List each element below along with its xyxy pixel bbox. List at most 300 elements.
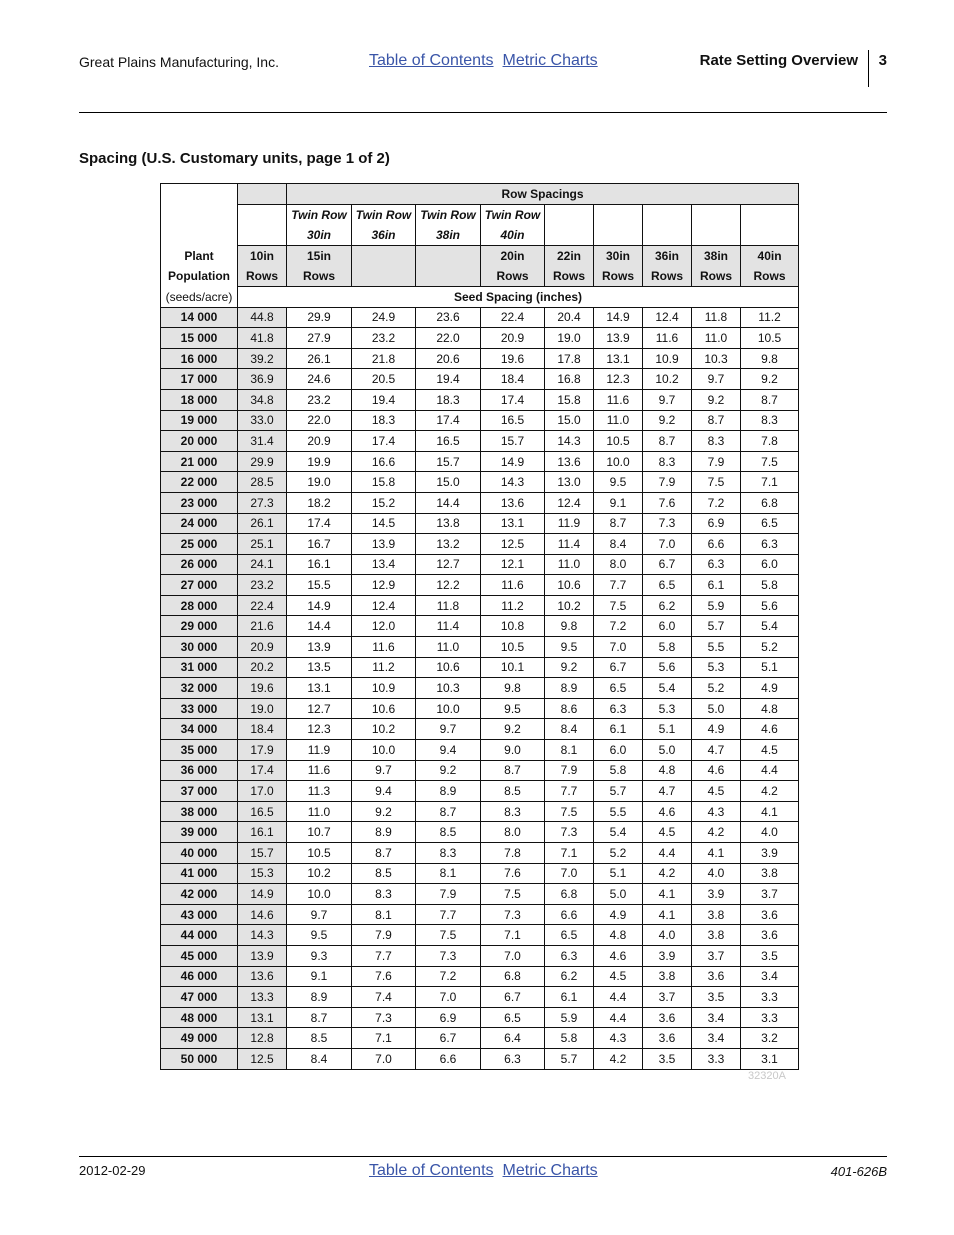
twin-row-label: Twin Row — [481, 204, 545, 225]
spacing-cell: 22.0 — [287, 410, 352, 431]
spacing-cell: 9.5 — [594, 472, 643, 493]
spacing-cell: 11.8 — [692, 307, 741, 328]
table-row — [161, 554, 799, 575]
spacing-cell: 13.9 — [238, 945, 287, 966]
toc-link[interactable]: Table of Contents — [369, 52, 494, 69]
spacing-cell: 14.4 — [287, 616, 352, 637]
col-size: 10in — [238, 245, 287, 266]
spacing-cell: 19.9 — [287, 451, 352, 472]
spacing-cell: 13.5 — [287, 657, 352, 678]
spacing-cell: 5.9 — [545, 1007, 594, 1028]
spacing-cell: 8.9 — [352, 822, 416, 843]
population-cell: 25 000 — [161, 534, 238, 555]
spacing-cell: 33.0 — [238, 410, 287, 431]
spacing-cell: 8.7 — [352, 843, 416, 864]
spacing-cell: 7.0 — [481, 945, 545, 966]
spacing-cell: 8.1 — [352, 904, 416, 925]
spacing-cell: 12.4 — [545, 492, 594, 513]
spacing-cell: 9.3 — [287, 945, 352, 966]
spacing-cell: 34.8 — [238, 389, 287, 410]
metric-charts-link[interactable]: Metric Charts — [502, 1162, 598, 1179]
spacing-cell: 10.6 — [352, 698, 416, 719]
spacing-cell: 13.9 — [594, 328, 643, 349]
population-cell: 17 000 — [161, 369, 238, 390]
spacing-cell: 11.0 — [287, 801, 352, 822]
spacing-cell: 12.2 — [416, 575, 481, 596]
spacing-cell: 4.0 — [643, 925, 692, 946]
spacing-cell: 6.7 — [481, 987, 545, 1008]
spacing-cell: 11.6 — [594, 389, 643, 410]
spacing-cell: 18.3 — [416, 389, 481, 410]
table-row — [161, 575, 799, 596]
spacing-cell: 11.6 — [643, 328, 692, 349]
spacing-cell: 9.5 — [287, 925, 352, 946]
spacing-cell: 31.4 — [238, 431, 287, 452]
spacing-cell: 12.0 — [352, 616, 416, 637]
spacing-cell: 9.8 — [481, 678, 545, 699]
spacing-cell: 12.4 — [352, 595, 416, 616]
twin-size: 36in — [352, 225, 416, 246]
spacing-cell: 9.2 — [416, 760, 481, 781]
twin-size: 30in — [287, 225, 352, 246]
spacing-cell: 7.5 — [594, 595, 643, 616]
spacing-cell: 7.3 — [481, 904, 545, 925]
spacing-cell: 6.3 — [594, 698, 643, 719]
spacing-cell: 8.4 — [287, 1048, 352, 1069]
spacing-cell: 11.0 — [692, 328, 741, 349]
spacing-cell: 5.0 — [643, 740, 692, 761]
table-row — [161, 801, 799, 822]
spacing-cell: 16.1 — [238, 822, 287, 843]
spacing-cell: 3.8 — [692, 925, 741, 946]
table-row — [161, 925, 799, 946]
spacing-cell: 13.2 — [416, 534, 481, 555]
table-row — [161, 637, 799, 658]
spacing-cell: 6.0 — [643, 616, 692, 637]
spacing-cell: 10.7 — [287, 822, 352, 843]
spacing-cell: 4.7 — [692, 740, 741, 761]
spacing-cell: 16.5 — [416, 431, 481, 452]
rows-label: Rows — [692, 266, 741, 287]
table-row — [161, 307, 799, 328]
spacing-cell: 10.0 — [594, 451, 643, 472]
spacing-cell: 13.3 — [238, 987, 287, 1008]
population-cell: 34 000 — [161, 719, 238, 740]
spacing-cell: 3.5 — [741, 945, 799, 966]
spacing-cell: 8.9 — [545, 678, 594, 699]
spacing-cell: 15.7 — [416, 451, 481, 472]
spacing-cell: 10.2 — [287, 863, 352, 884]
spacing-cell: 10.8 — [481, 616, 545, 637]
table-row — [161, 822, 799, 843]
spacing-cell: 5.2 — [594, 843, 643, 864]
spacing-cell: 4.1 — [692, 843, 741, 864]
spacing-cell: 12.1 — [481, 554, 545, 575]
spacing-cell: 18.2 — [287, 492, 352, 513]
spacing-cell: 6.7 — [643, 554, 692, 575]
spacing-cell: 4.5 — [594, 966, 643, 987]
spacing-cell: 15.7 — [481, 431, 545, 452]
spacing-cell: 11.6 — [287, 760, 352, 781]
table-row — [161, 966, 799, 987]
population-cell: 48 000 — [161, 1007, 238, 1028]
population-cell: 43 000 — [161, 904, 238, 925]
spacing-cell: 7.3 — [416, 945, 481, 966]
table-row — [161, 698, 799, 719]
spacing-cell: 3.8 — [741, 863, 799, 884]
col-size: 22in — [545, 245, 594, 266]
spacing-cell: 5.1 — [594, 863, 643, 884]
spacing-cell: 24.9 — [352, 307, 416, 328]
spacing-cell: 13.6 — [545, 451, 594, 472]
spacing-cell: 13.6 — [481, 492, 545, 513]
population-cell: 46 000 — [161, 966, 238, 987]
spacing-cell: 5.4 — [643, 678, 692, 699]
spacing-cell: 9.7 — [692, 369, 741, 390]
spacing-cell: 14.4 — [416, 492, 481, 513]
spacing-cell: 21.8 — [352, 348, 416, 369]
seed-spacing-table — [160, 183, 799, 1070]
spacing-cell: 9.2 — [352, 801, 416, 822]
table-row — [161, 760, 799, 781]
spacing-cell: 10.5 — [741, 328, 799, 349]
spacing-cell: 4.4 — [594, 1007, 643, 1028]
spacing-cell: 3.4 — [692, 1007, 741, 1028]
spacing-cell: 7.1 — [545, 843, 594, 864]
header-divider — [868, 50, 869, 87]
spacing-cell: 6.3 — [481, 1048, 545, 1069]
spacing-cell: 4.8 — [594, 925, 643, 946]
col-size: 40in — [741, 245, 799, 266]
spacing-cell: 10.1 — [481, 657, 545, 678]
spacing-cell: 24.6 — [287, 369, 352, 390]
col-size: 36in — [643, 245, 692, 266]
spacing-cell: 8.0 — [594, 554, 643, 575]
spacing-cell: 9.4 — [352, 781, 416, 802]
table-row — [161, 781, 799, 802]
population-cell: 44 000 — [161, 925, 238, 946]
spacing-cell: 19.0 — [545, 328, 594, 349]
population-cell: 45 000 — [161, 945, 238, 966]
rows-label: Rows — [545, 266, 594, 287]
spacing-cell: 9.7 — [352, 760, 416, 781]
spacing-cell: 26.1 — [238, 513, 287, 534]
spacing-cell: 9.8 — [741, 348, 799, 369]
spacing-cell: 23.6 — [416, 307, 481, 328]
spacing-cell: 3.1 — [741, 1048, 799, 1069]
spacing-cell: 12.8 — [238, 1028, 287, 1049]
spacing-cell: 28.5 — [238, 472, 287, 493]
col-size: 20in — [481, 245, 545, 266]
spacing-cell: 3.6 — [692, 966, 741, 987]
spacing-cell: 5.0 — [692, 698, 741, 719]
spacing-cell: 19.6 — [238, 678, 287, 699]
spacing-cell: 36.9 — [238, 369, 287, 390]
spacing-cell: 9.1 — [287, 966, 352, 987]
population-cell: 16 000 — [161, 348, 238, 369]
spacing-cell: 10.2 — [545, 595, 594, 616]
spacing-cell: 5.5 — [594, 801, 643, 822]
spacing-cell: 7.5 — [545, 801, 594, 822]
spacing-cell: 3.9 — [692, 884, 741, 905]
spacing-cell: 16.7 — [287, 534, 352, 555]
population-cell: 29 000 — [161, 616, 238, 637]
spacing-cell: 5.3 — [692, 657, 741, 678]
population-cell: 18 000 — [161, 389, 238, 410]
spacing-cell: 9.0 — [481, 740, 545, 761]
table-row — [161, 945, 799, 966]
header-rule — [79, 112, 887, 113]
spacing-cell: 7.9 — [545, 760, 594, 781]
plant-label: Plant — [161, 245, 238, 266]
spacing-cell: 4.0 — [741, 822, 799, 843]
spacing-cell: 12.3 — [594, 369, 643, 390]
spacing-cell: 6.3 — [692, 554, 741, 575]
table-row — [161, 534, 799, 555]
table-row — [161, 431, 799, 452]
spacing-cell: 4.2 — [741, 781, 799, 802]
spacing-cell: 8.7 — [481, 760, 545, 781]
spacing-cell: 10.9 — [643, 348, 692, 369]
population-cell: 35 000 — [161, 740, 238, 761]
spacing-cell: 3.7 — [741, 884, 799, 905]
spacing-cell: 9.7 — [416, 719, 481, 740]
spacing-cell: 15.8 — [352, 472, 416, 493]
spacing-cell: 17.9 — [238, 740, 287, 761]
row-spacings-header: Row Spacings — [287, 184, 799, 205]
toc-link[interactable]: Table of Contents — [369, 1162, 494, 1179]
col-size — [416, 245, 481, 266]
spacing-cell: 7.9 — [352, 925, 416, 946]
spacing-cell: 4.8 — [741, 698, 799, 719]
spacing-cell: 9.8 — [545, 616, 594, 637]
spacing-cell: 7.5 — [741, 451, 799, 472]
page-number: 3 — [878, 52, 887, 69]
spacing-cell: 11.9 — [545, 513, 594, 534]
population-cell: 26 000 — [161, 554, 238, 575]
spacing-cell: 14.5 — [352, 513, 416, 534]
population-cell: 22 000 — [161, 472, 238, 493]
spacing-cell: 9.2 — [741, 369, 799, 390]
spacing-cell: 15.8 — [545, 389, 594, 410]
spacing-cell: 11.0 — [416, 637, 481, 658]
spacing-cell: 8.3 — [481, 801, 545, 822]
spacing-cell: 3.6 — [741, 925, 799, 946]
spacing-cell: 18.4 — [238, 719, 287, 740]
spacing-cell: 3.6 — [643, 1007, 692, 1028]
spacing-cell: 7.1 — [352, 1028, 416, 1049]
spacing-cell: 14.6 — [238, 904, 287, 925]
spacing-cell: 18.3 — [352, 410, 416, 431]
population-cell: 20 000 — [161, 431, 238, 452]
spacing-cell: 3.8 — [643, 966, 692, 987]
table-row — [161, 657, 799, 678]
population-cell: 49 000 — [161, 1028, 238, 1049]
spacing-cell: 5.4 — [594, 822, 643, 843]
spacing-cell: 21.6 — [238, 616, 287, 637]
spacing-cell: 22.4 — [238, 595, 287, 616]
table-row — [161, 595, 799, 616]
spacing-cell: 3.9 — [741, 843, 799, 864]
spacing-cell: 5.2 — [741, 637, 799, 658]
spacing-cell: 7.7 — [594, 575, 643, 596]
spacing-cell: 5.3 — [643, 698, 692, 719]
spacing-cell: 9.2 — [481, 719, 545, 740]
spacing-cell: 25.1 — [238, 534, 287, 555]
spacing-cell: 11.2 — [481, 595, 545, 616]
spacing-cell: 6.1 — [545, 987, 594, 1008]
table-row — [161, 369, 799, 390]
spacing-cell: 5.7 — [545, 1048, 594, 1069]
spacing-cell: 9.7 — [643, 389, 692, 410]
table-row — [161, 513, 799, 534]
spacing-cell: 19.6 — [481, 348, 545, 369]
spacing-cell: 4.1 — [643, 884, 692, 905]
spacing-cell: 29.9 — [238, 451, 287, 472]
footer-date: 2012-02-29 — [79, 1163, 146, 1178]
spacing-cell: 14.9 — [594, 307, 643, 328]
spacing-cell: 10.5 — [481, 637, 545, 658]
population-cell: 14 000 — [161, 307, 238, 328]
rows-label: Rows — [594, 266, 643, 287]
spacing-cell: 15.0 — [545, 410, 594, 431]
spacing-cell: 5.5 — [692, 637, 741, 658]
spacing-cell: 4.8 — [643, 760, 692, 781]
spacing-cell: 4.4 — [741, 760, 799, 781]
spacing-cell: 8.5 — [352, 863, 416, 884]
spacing-cell: 22.4 — [481, 307, 545, 328]
spacing-cell: 8.5 — [481, 781, 545, 802]
spacing-cell: 10.2 — [352, 719, 416, 740]
spacing-cell: 4.6 — [692, 760, 741, 781]
spacing-cell: 7.7 — [352, 945, 416, 966]
spacing-cell: 6.0 — [594, 740, 643, 761]
spacing-cell: 4.6 — [643, 801, 692, 822]
spacing-cell: 10.0 — [416, 698, 481, 719]
spacing-cell: 3.8 — [692, 904, 741, 925]
population-cell: 40 000 — [161, 843, 238, 864]
spacing-cell: 9.2 — [692, 389, 741, 410]
spacing-cell: 20.5 — [352, 369, 416, 390]
spacing-cell: 7.0 — [352, 1048, 416, 1069]
col-size: 38in — [692, 245, 741, 266]
spacing-cell: 7.3 — [352, 1007, 416, 1028]
spacing-cell: 17.0 — [238, 781, 287, 802]
spacing-cell: 10.3 — [416, 678, 481, 699]
spacing-cell: 17.4 — [287, 513, 352, 534]
spacing-cell: 7.2 — [416, 966, 481, 987]
spacing-cell: 11.6 — [352, 637, 416, 658]
spacing-cell: 3.5 — [692, 987, 741, 1008]
spacing-cell: 7.0 — [643, 534, 692, 555]
population-cell: 23 000 — [161, 492, 238, 513]
spacing-cell: 6.6 — [692, 534, 741, 555]
spacing-cell: 4.1 — [741, 801, 799, 822]
spacing-cell: 3.2 — [741, 1028, 799, 1049]
population-cell: 37 000 — [161, 781, 238, 802]
spacing-cell: 9.4 — [416, 740, 481, 761]
spacing-cell: 16.6 — [352, 451, 416, 472]
spacing-cell: 4.2 — [692, 822, 741, 843]
spacing-cell: 5.7 — [594, 781, 643, 802]
spacing-cell: 7.1 — [741, 472, 799, 493]
spacing-cell: 18.4 — [481, 369, 545, 390]
spacing-cell: 5.4 — [741, 616, 799, 637]
spacing-cell: 6.5 — [741, 513, 799, 534]
col-size: 30in — [594, 245, 643, 266]
spacing-cell: 12.7 — [416, 554, 481, 575]
spacing-cell: 27.9 — [287, 328, 352, 349]
spacing-cell: 8.7 — [287, 1007, 352, 1028]
spacing-cell: 3.4 — [692, 1028, 741, 1049]
spacing-cell: 5.1 — [741, 657, 799, 678]
spacing-cell: 8.7 — [594, 513, 643, 534]
population-cell: 32 000 — [161, 678, 238, 699]
footer-links — [369, 1162, 607, 1180]
spacing-cell: 7.6 — [481, 863, 545, 884]
spacing-cell: 17.4 — [352, 431, 416, 452]
metric-charts-link[interactable]: Metric Charts — [502, 52, 598, 69]
table-row — [161, 843, 799, 864]
spacing-cell: 6.1 — [594, 719, 643, 740]
spacing-cell: 11.8 — [416, 595, 481, 616]
table-row — [161, 1028, 799, 1049]
spacing-cell: 7.5 — [416, 925, 481, 946]
spacing-cell: 7.0 — [594, 637, 643, 658]
spacing-cell: 41.8 — [238, 328, 287, 349]
table-row — [161, 389, 799, 410]
spacing-cell: 6.9 — [416, 1007, 481, 1028]
figure-id: 32320A — [748, 1070, 786, 1082]
spacing-cell: 15.5 — [287, 575, 352, 596]
table-row — [161, 348, 799, 369]
spacing-cell: 13.4 — [352, 554, 416, 575]
spacing-cell: 9.5 — [545, 637, 594, 658]
spacing-cell: 8.7 — [643, 431, 692, 452]
spacing-cell: 10.0 — [287, 884, 352, 905]
spacing-cell: 13.8 — [416, 513, 481, 534]
spacing-cell: 6.3 — [741, 534, 799, 555]
spacing-cell: 20.9 — [481, 328, 545, 349]
spacing-cell: 5.2 — [692, 678, 741, 699]
spacing-cell: 3.3 — [692, 1048, 741, 1069]
spacing-cell: 9.2 — [643, 410, 692, 431]
spacing-cell: 6.5 — [545, 925, 594, 946]
spacing-cell: 9.1 — [594, 492, 643, 513]
spacing-cell: 19.4 — [352, 389, 416, 410]
twin-size: 38in — [416, 225, 481, 246]
spacing-cell: 11.0 — [594, 410, 643, 431]
spacing-cell: 39.2 — [238, 348, 287, 369]
unit-label: (seeds/acre) — [161, 286, 238, 307]
table-row — [161, 678, 799, 699]
spacing-cell: 14.9 — [238, 884, 287, 905]
table-row — [161, 492, 799, 513]
spacing-cell: 13.1 — [594, 348, 643, 369]
population-cell: 21 000 — [161, 451, 238, 472]
spacing-cell: 4.9 — [741, 678, 799, 699]
spacing-cell: 11.4 — [416, 616, 481, 637]
spacing-cell: 6.7 — [416, 1028, 481, 1049]
population-cell: 31 000 — [161, 657, 238, 678]
spacing-cell: 7.9 — [643, 472, 692, 493]
table-row — [161, 451, 799, 472]
spacing-cell: 4.3 — [692, 801, 741, 822]
spacing-cell: 11.6 — [481, 575, 545, 596]
table-row — [161, 616, 799, 637]
population-cell: 36 000 — [161, 760, 238, 781]
spacing-cell: 4.9 — [594, 904, 643, 925]
